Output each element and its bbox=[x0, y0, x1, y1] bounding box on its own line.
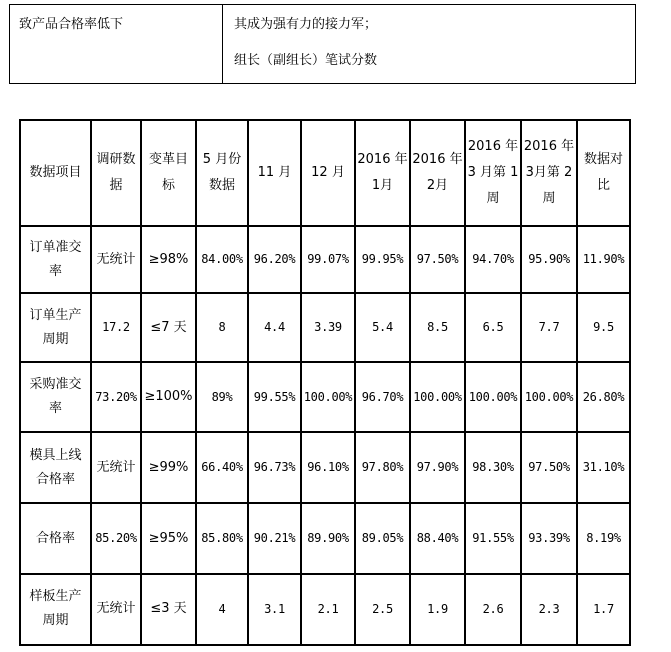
header-text: 比 bbox=[596, 178, 610, 194]
data-cell bbox=[465, 362, 521, 432]
data-cell bbox=[91, 362, 141, 432]
cell-value: 91.55% bbox=[472, 531, 514, 545]
cell-value: 66.40% bbox=[201, 460, 243, 475]
cell-value: 8.19% bbox=[586, 531, 621, 545]
cell-value: ≥98% bbox=[148, 251, 189, 267]
header-text: 周 bbox=[486, 191, 500, 207]
data-cell bbox=[141, 226, 196, 293]
cell-value: 97.90% bbox=[416, 460, 459, 475]
header-text: 调研数 bbox=[96, 152, 136, 168]
data-cell bbox=[248, 574, 301, 645]
cell-value: 7.7 bbox=[538, 320, 560, 335]
data-cell bbox=[577, 226, 630, 293]
table-row bbox=[20, 226, 630, 293]
header-cell bbox=[301, 120, 355, 226]
top-right-cell bbox=[223, 5, 636, 84]
data-cell bbox=[91, 503, 141, 574]
header-cell bbox=[577, 120, 630, 226]
data-cell bbox=[465, 293, 521, 362]
cell-value: 88.40% bbox=[416, 531, 459, 545]
cell-value: 96.73% bbox=[253, 460, 296, 475]
cell-value: 90.21% bbox=[253, 531, 296, 545]
cell-value: 9.5 bbox=[593, 320, 614, 335]
data-cell bbox=[248, 362, 301, 432]
header-text: 2016 年 bbox=[467, 139, 519, 155]
data-cell bbox=[141, 432, 196, 503]
cell-value: 96.20% bbox=[253, 252, 296, 267]
cell-value: 99.07% bbox=[307, 252, 349, 267]
row-label-text: 模具上线 bbox=[29, 447, 82, 463]
cell-value: 84.00% bbox=[201, 252, 243, 267]
data-cell bbox=[355, 362, 410, 432]
cell-value: 2.1 bbox=[317, 601, 339, 616]
row-label-text: 采购准交 bbox=[29, 377, 82, 393]
header-text: 变革目 bbox=[148, 152, 188, 168]
cell-value: 5.4 bbox=[372, 320, 393, 335]
data-cell bbox=[355, 432, 410, 503]
data-cell bbox=[248, 226, 301, 293]
data-cell bbox=[91, 293, 141, 362]
cell-value: 2.6 bbox=[482, 601, 504, 616]
header-text: 12 月 bbox=[311, 165, 345, 181]
cell-value: ≥95% bbox=[148, 530, 189, 546]
data-cell bbox=[196, 362, 248, 432]
header-text: 1月 bbox=[371, 178, 394, 194]
data-cell bbox=[301, 503, 355, 574]
data-cell bbox=[196, 503, 248, 574]
row-label-cell bbox=[20, 432, 91, 503]
data-cell bbox=[355, 226, 410, 293]
data-cell bbox=[521, 293, 577, 362]
data-cell bbox=[521, 432, 577, 503]
cell-value: 96.70% bbox=[361, 389, 404, 404]
header-cell bbox=[521, 120, 577, 226]
cell-value: 11.90% bbox=[582, 252, 625, 267]
top-right-line-2: 组长（副组长）笔试分数 bbox=[234, 53, 378, 68]
cell-value: 98.30% bbox=[472, 460, 514, 475]
cell-value: 97.50% bbox=[528, 460, 570, 475]
header-cell bbox=[196, 120, 248, 226]
cell-value: 89% bbox=[211, 389, 233, 404]
data-comparison-table bbox=[19, 119, 631, 646]
data-cell bbox=[196, 574, 248, 645]
cell-value: 4.4 bbox=[264, 320, 285, 335]
data-cell bbox=[248, 293, 301, 362]
data-cell bbox=[91, 432, 141, 503]
cell-value: 无统计 bbox=[96, 251, 136, 267]
data-cell bbox=[301, 293, 355, 362]
cell-value: 1.9 bbox=[427, 601, 448, 616]
data-cell bbox=[301, 226, 355, 293]
row-label-cell bbox=[20, 362, 91, 432]
row-label-cell bbox=[20, 574, 91, 645]
data-cell bbox=[301, 574, 355, 645]
header-cell bbox=[465, 120, 521, 226]
data-cell bbox=[521, 362, 577, 432]
data-cell bbox=[301, 362, 355, 432]
data-cell bbox=[248, 432, 301, 503]
header-text: 3月第 2 bbox=[525, 165, 573, 181]
data-cell bbox=[355, 574, 410, 645]
cell-value: 97.50% bbox=[416, 252, 459, 267]
row-label-text: 订单生产 bbox=[29, 307, 82, 323]
cell-value: 97.80% bbox=[361, 460, 404, 475]
cell-value: 8.5 bbox=[427, 320, 448, 335]
data-cell bbox=[141, 503, 196, 574]
data-cell bbox=[410, 362, 465, 432]
top-left-text: 致产品合格率低下 bbox=[19, 17, 124, 32]
row-label-cell bbox=[20, 226, 91, 293]
data-cell bbox=[355, 293, 410, 362]
cell-value: 93.39% bbox=[528, 531, 570, 545]
data-cell bbox=[410, 503, 465, 574]
cell-value: 2.3 bbox=[538, 601, 560, 616]
data-cell bbox=[577, 362, 630, 432]
row-label-text: 率 bbox=[48, 263, 62, 279]
cell-value: 4 bbox=[218, 601, 226, 616]
cell-value: ≥100% bbox=[144, 389, 193, 405]
data-cell bbox=[301, 432, 355, 503]
cell-value: 6.5 bbox=[482, 320, 504, 335]
cell-value: 3.39 bbox=[314, 320, 342, 335]
data-cell bbox=[465, 226, 521, 293]
cell-value: 73.20% bbox=[95, 389, 137, 404]
row-label-text: 周期 bbox=[42, 613, 69, 629]
table-row bbox=[20, 293, 630, 362]
header-text: 2016 年 bbox=[523, 139, 575, 155]
cell-value: 99.55% bbox=[253, 389, 296, 404]
data-cell bbox=[465, 574, 521, 645]
data-cell bbox=[141, 574, 196, 645]
data-cell bbox=[196, 293, 248, 362]
table-row bbox=[20, 362, 630, 432]
data-cell bbox=[577, 432, 630, 503]
header-text: 数据对 bbox=[583, 152, 623, 168]
cell-value: 1.7 bbox=[593, 601, 614, 616]
top-info-table bbox=[9, 4, 636, 84]
cell-value: 99.95% bbox=[361, 252, 404, 267]
data-cell bbox=[196, 226, 248, 293]
data-cell bbox=[355, 503, 410, 574]
header-cell bbox=[20, 120, 91, 226]
header-cell bbox=[410, 120, 465, 226]
header-text: 标 bbox=[161, 178, 175, 194]
cell-value: 85.80% bbox=[201, 531, 243, 545]
cell-value: 2.5 bbox=[372, 601, 393, 616]
cell-value: 100.00% bbox=[468, 389, 518, 404]
top-left-cell bbox=[10, 5, 223, 84]
header-text: 2016 年 bbox=[412, 152, 463, 168]
cell-value: 无统计 bbox=[96, 601, 136, 617]
header-text: 数据 bbox=[208, 178, 235, 194]
data-cell bbox=[248, 503, 301, 574]
cell-value: ≤3 天 bbox=[150, 601, 187, 617]
row-label-text: 订单准交 bbox=[29, 239, 82, 255]
cell-value: ≤7 天 bbox=[150, 319, 187, 335]
data-cell bbox=[465, 432, 521, 503]
header-text: 3 月第 1 bbox=[467, 165, 519, 181]
header-text: 数据项目 bbox=[29, 165, 82, 181]
cell-value: 100.00% bbox=[524, 389, 574, 404]
data-cell bbox=[410, 574, 465, 645]
data-cell bbox=[141, 293, 196, 362]
cell-value: 8 bbox=[218, 320, 226, 335]
row-label-cell bbox=[20, 293, 91, 362]
cell-value: ≥99% bbox=[148, 459, 189, 475]
cell-value: 17.2 bbox=[102, 320, 130, 335]
data-cell bbox=[196, 432, 248, 503]
header-cell bbox=[248, 120, 301, 226]
header-text: 2月 bbox=[426, 178, 449, 194]
header-cell bbox=[141, 120, 196, 226]
header-cell bbox=[91, 120, 141, 226]
row-label-text: 样板生产 bbox=[29, 589, 82, 605]
data-cell bbox=[410, 226, 465, 293]
table-row bbox=[20, 503, 630, 574]
data-cell bbox=[465, 503, 521, 574]
data-cell bbox=[410, 432, 465, 503]
data-cell bbox=[141, 362, 196, 432]
cell-value: 85.20% bbox=[95, 531, 137, 545]
header-text: 11 月 bbox=[257, 165, 292, 181]
data-cell bbox=[410, 293, 465, 362]
data-cell bbox=[521, 226, 577, 293]
cell-value: 无统计 bbox=[96, 459, 136, 475]
row-label-text: 合格率 bbox=[35, 471, 75, 487]
header-text: 周 bbox=[542, 191, 556, 207]
table-row bbox=[20, 432, 630, 503]
row-label-text: 率 bbox=[48, 401, 62, 417]
data-cell bbox=[91, 226, 141, 293]
data-cell bbox=[521, 503, 577, 574]
cell-value: 95.90% bbox=[528, 252, 570, 267]
cell-value: 89.90% bbox=[307, 531, 349, 545]
data-cell bbox=[577, 293, 630, 362]
cell-value: 94.70% bbox=[472, 252, 514, 267]
row-label-text: 周期 bbox=[42, 331, 69, 347]
header-text: 5 月份 bbox=[202, 152, 242, 168]
cell-value: 96.10% bbox=[307, 460, 349, 475]
header-text: 据 bbox=[109, 178, 123, 194]
data-cell bbox=[577, 503, 630, 574]
header-cell bbox=[355, 120, 410, 226]
cell-value: 3.1 bbox=[264, 601, 285, 616]
cell-value: 89.05% bbox=[361, 531, 404, 545]
cell-value: 100.00% bbox=[413, 389, 462, 404]
header-row bbox=[20, 120, 630, 226]
row-label-cell bbox=[20, 503, 91, 574]
cell-value: 31.10% bbox=[582, 460, 625, 475]
cell-value: 26.80% bbox=[582, 389, 625, 404]
data-cell bbox=[521, 574, 577, 645]
data-cell bbox=[91, 574, 141, 645]
row-label-text: 合格率 bbox=[35, 530, 75, 546]
cell-value: 100.00% bbox=[303, 389, 353, 404]
data-cell bbox=[577, 574, 630, 645]
header-text: 2016 年 bbox=[357, 152, 408, 168]
table-row bbox=[20, 574, 630, 645]
top-right-line-1: 其成为强有力的接力军； bbox=[234, 17, 378, 32]
